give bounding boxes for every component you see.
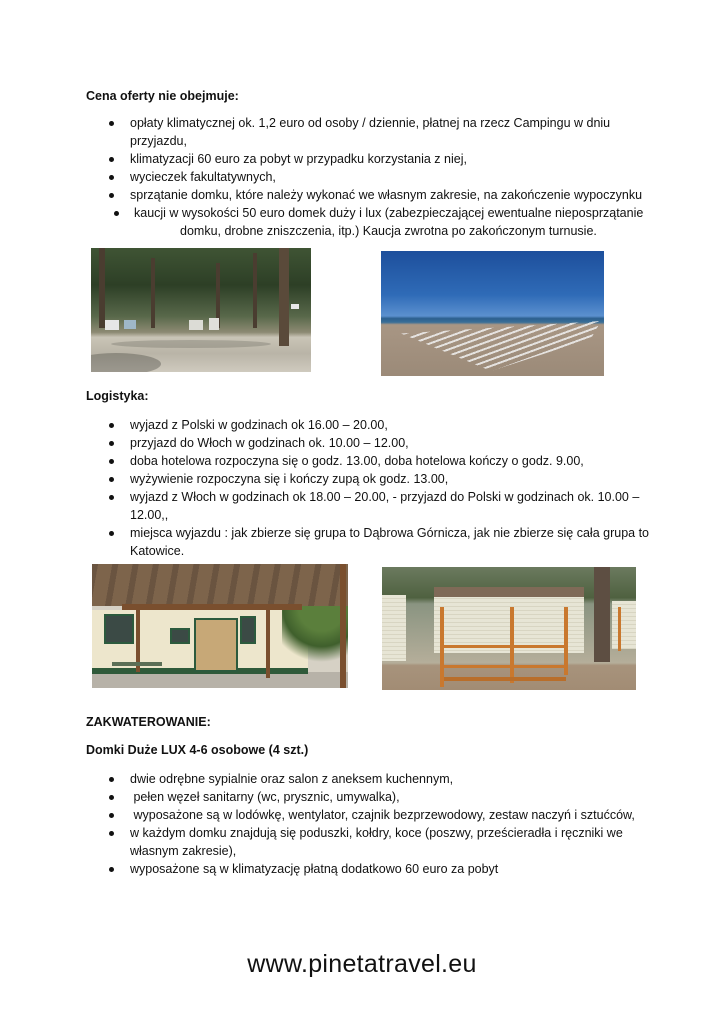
mobile-home-veranda-photo [382,567,636,690]
beach-sunbeds-photo [381,251,604,376]
list-item: dwie odrębne sypialnie oraz salon z aneksem kuchennym, [130,772,454,786]
bullet-icon [109,441,114,446]
list-item-continuation: domku, drobne zniszczenia, itp.) Kaucja zwrotna po zakończonym turnusie. [180,224,597,238]
list-item: wyposażone są w klimatyzację płatną dodatkowo 60 euro za pobyt [130,862,499,876]
accommodation-heading: ZAKWATEROWANIE: [86,715,211,729]
exclusions-heading: Cena oferty nie obejmuje: [86,89,239,103]
footer-website-link[interactable]: www.pinetatravel.eu [247,950,477,978]
list-item: kaucji w wysokości 50 euro domek duży i lux (zabezpieczającej ewentualne nieposprzątanie [134,206,644,220]
list-item: wyżywienie rozpoczyna się i kończy zupą ok godz. 13.00, [130,472,449,486]
list-item-continuation: przyjazdu, [130,134,187,148]
bullet-icon [109,813,114,818]
list-item: wyjazd z Polski w godzinach ok 16.00 – 20.00, [130,418,388,432]
list-item: doba hotelowa rozpoczyna się o godz. 13.00, doba hotelowa kończy o godz. 9.00, [130,454,584,468]
bullet-icon [109,193,114,198]
bullet-icon [109,175,114,180]
bullet-icon [109,777,114,782]
bullet-icon [109,495,114,500]
list-item-continuation: 12.00,, [130,508,169,522]
accommodation-subheading: Domki Duże LUX 4-6 osobowe (4 szt.) [86,743,309,757]
list-item: wyjazd z Włoch w godzinach ok 18.00 – 20.00, - przyjazd do Polski w godzinach ok. 10.00 – [130,490,640,504]
list-item: klimatyzacji 60 euro za pobyt w przypadku korzystania z niej, [130,152,467,166]
bullet-icon [109,831,114,836]
bullet-icon [109,477,114,482]
list-item: miejsca wyjazdu : jak zbierze się grupa to Dąbrowa Górnicza, jak nie zbierze się cała grupa to [130,526,649,540]
list-item: sprzątanie domku, które należy wykonać we własnym zakresie, na zakończenie wypoczynku [130,188,643,202]
list-item-continuation: Katowice. [130,544,185,558]
list-item: pełen węzeł sanitarny (wc, prysznic, umywalka), [130,790,400,804]
bullet-icon [109,157,114,162]
bullet-icon [109,459,114,464]
bullet-icon [109,423,114,428]
bullet-icon [114,211,119,216]
list-item: przyjazd do Włoch w godzinach ok. 10.00 – 12.00, [130,436,409,450]
list-item: w każdym domku znajdują się poduszki, kołdry, koce (poszwy, prześcieradła i ręczniki we [130,826,623,840]
camping-pine-road-photo [91,248,311,372]
list-item-continuation: własnym zakresie), [130,844,237,858]
bullet-icon [109,531,114,536]
list-item: wyposażone są w lodówkę, wentylator, czajnik bezprzewodowy, zestaw naczyń i sztućców, [130,808,635,822]
mobile-home-pergola-photo [92,564,348,688]
list-item: wycieczek fakultatywnych, [130,170,276,184]
bullet-icon [109,795,114,800]
bullet-icon [109,121,114,126]
bullet-icon [109,867,114,872]
logistics-heading: Logistyka: [86,389,149,403]
list-item: opłaty klimatycznej ok. 1,2 euro od osoby / dziennie, płatnej na rzecz Campingu w dniu [130,116,611,130]
